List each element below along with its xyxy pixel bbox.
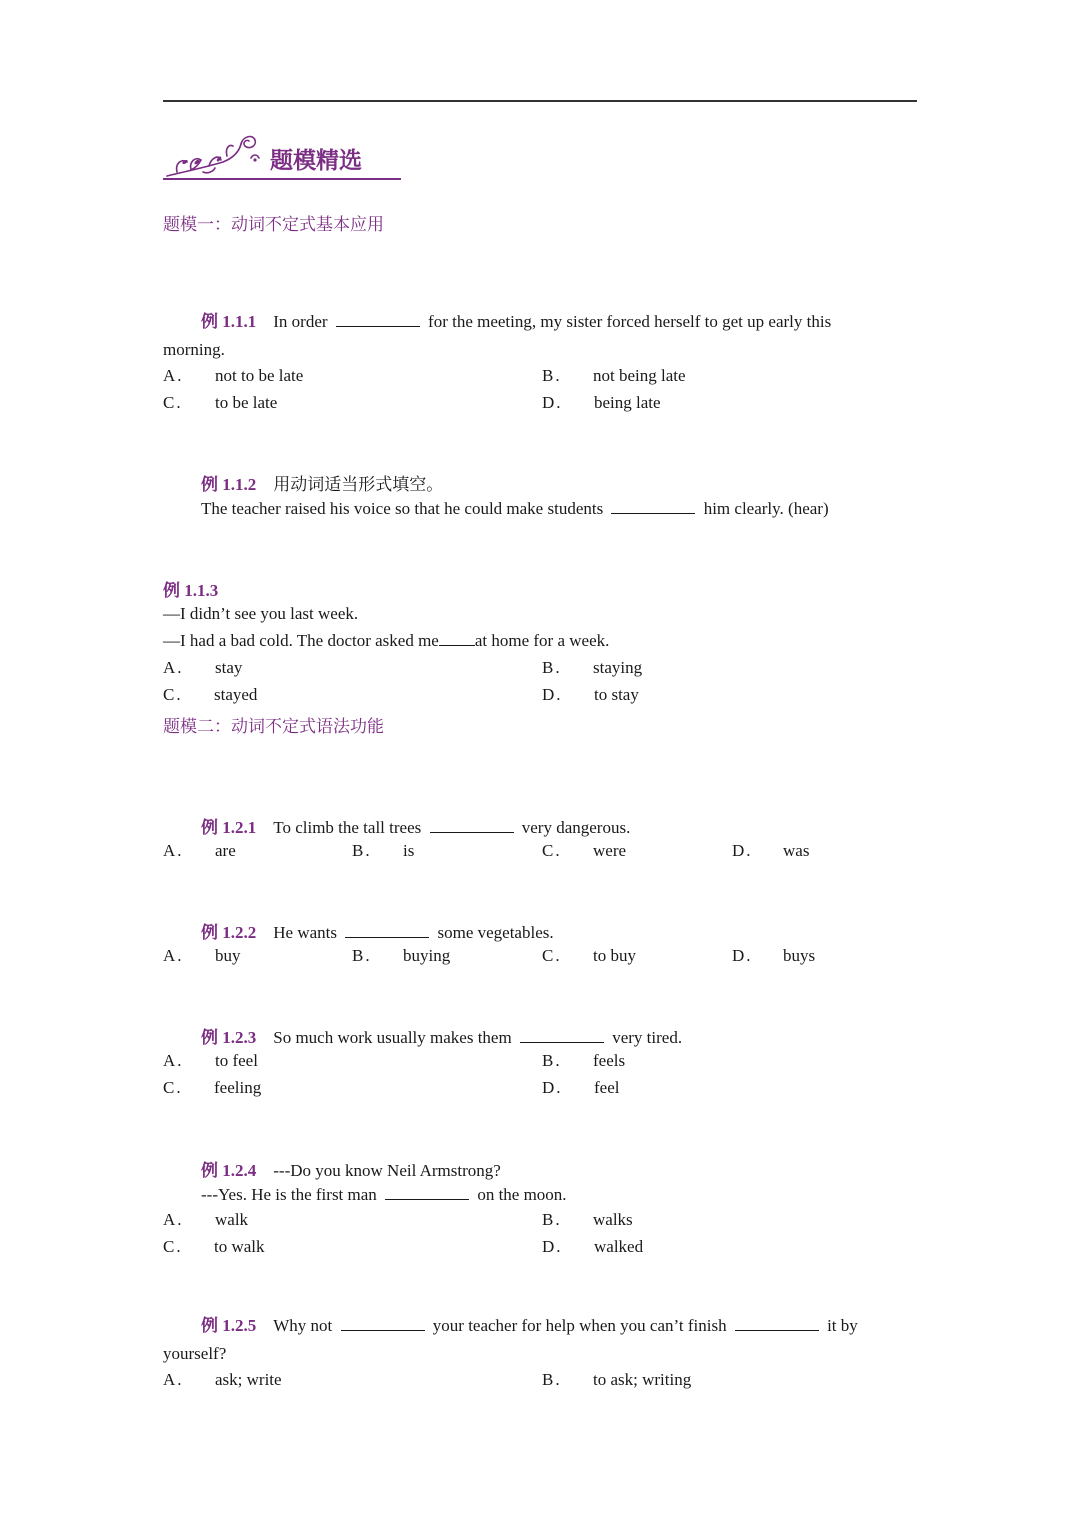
option-text: are	[215, 841, 236, 860]
option-text: walks	[593, 1210, 633, 1229]
option-letter: A.	[163, 1051, 184, 1070]
question-text: —I had a bad cold. The doctor asked me	[163, 631, 439, 650]
option-letter: D.	[542, 1078, 563, 1097]
example-label: 例 1.2.5	[201, 1316, 257, 1335]
option-letter: B.	[542, 1210, 562, 1229]
option-text: buys	[783, 946, 816, 965]
option-letter: A.	[163, 366, 184, 385]
option-letter: A.	[163, 841, 184, 860]
option-text: buying	[403, 946, 451, 965]
instruction-text: 用动词适当形式填空。	[273, 475, 444, 495]
option-text: walk	[215, 1210, 249, 1229]
question-text-cont: yourself?	[163, 1344, 227, 1363]
question-text: some vegetables.	[437, 923, 554, 942]
option-text: to stay	[594, 685, 639, 704]
option-text: walked	[594, 1237, 644, 1256]
option-letter: C.	[163, 393, 183, 412]
question-text: So much work usually makes them	[273, 1028, 512, 1047]
section-title-1: 题模一：动词不定式基本应用	[163, 215, 384, 235]
option-text: is	[403, 841, 415, 860]
question-text: very dangerous.	[521, 818, 631, 837]
example-label: 例 1.2.2	[201, 923, 257, 942]
option-letter: B.	[542, 658, 562, 677]
question-text-cont: morning.	[163, 340, 225, 359]
option-text: not being late	[593, 366, 686, 385]
example-label: 例 1.2.1	[201, 818, 257, 837]
option-letter: D.	[542, 685, 563, 704]
option-letter: D.	[732, 841, 753, 860]
option-letter: D.	[542, 1237, 563, 1256]
example-1-2-3	[201, 1023, 682, 1048]
example-1-2-1	[201, 813, 630, 838]
option-text: stayed	[214, 685, 258, 704]
page-title: 题模精选	[270, 148, 362, 174]
example-label: 例 1.2.4	[201, 1161, 257, 1180]
option-text: feel	[594, 1078, 620, 1097]
answer-blank	[520, 1028, 604, 1043]
answer-blank	[611, 499, 695, 514]
section-banner	[163, 132, 401, 180]
option-letter: D.	[732, 946, 753, 965]
example-1-2-4	[201, 1156, 501, 1181]
question-text: at home for a week.	[474, 631, 610, 650]
answer-blank	[439, 631, 475, 646]
question-text: very tired.	[612, 1028, 683, 1047]
example-1-1-1	[163, 308, 917, 336]
option-letter: B.	[542, 366, 562, 385]
example-label: 例 1.1.1	[201, 312, 257, 331]
option-text: feeling	[214, 1078, 262, 1097]
option-text: to feel	[215, 1051, 258, 1070]
option-letter: C.	[163, 1078, 183, 1097]
option-text: to be late	[215, 393, 278, 412]
example-label: 例 1.1.2	[201, 475, 257, 494]
answer-blank	[735, 1316, 819, 1331]
option-letter: C.	[163, 685, 183, 704]
answer-blank	[341, 1316, 425, 1331]
option-text: stay	[215, 658, 243, 677]
dialogue-line: ---Do you know Neil Armstrong?	[273, 1161, 501, 1180]
option-letter: D.	[542, 393, 563, 412]
option-text: was	[783, 841, 810, 860]
question-text: Why not	[273, 1316, 333, 1335]
option-letter: A.	[163, 1210, 184, 1229]
option-text: being late	[594, 393, 661, 412]
example-1-2-2	[201, 918, 554, 943]
example-1-1-2	[201, 470, 443, 495]
option-text: were	[593, 841, 627, 860]
option-text: to buy	[593, 946, 636, 965]
answer-blank	[385, 1185, 469, 1200]
option-letter: C.	[542, 946, 562, 965]
question-text: him clearly. (hear)	[703, 499, 829, 518]
option-text: not to be late	[215, 366, 304, 385]
dialogue-line-2	[201, 1185, 567, 1205]
option-letter: B.	[542, 1051, 562, 1070]
example-label: 例 1.2.3	[201, 1028, 257, 1047]
question-text: To climb the tall trees	[273, 818, 422, 837]
question-text: your teacher for help when you can’t finish	[432, 1316, 727, 1335]
option-text: to walk	[214, 1237, 265, 1256]
option-text: to ask; writing	[593, 1370, 692, 1389]
example-1-1-2-question	[201, 499, 829, 519]
option-text: ask; write	[215, 1370, 282, 1389]
floral-ornament-icon	[163, 132, 263, 178]
question-text: on the moon.	[477, 1185, 567, 1204]
option-letter: B.	[352, 841, 372, 860]
answer-blank	[430, 818, 514, 833]
section-title-2: 题模二：动词不定式语法功能	[163, 717, 384, 737]
question-text: He wants	[273, 923, 337, 942]
banner-underline	[163, 178, 401, 180]
dialogue-line-2	[163, 631, 609, 651]
option-text: feels	[593, 1051, 626, 1070]
question-text: The teacher raised his voice so that he could make students	[201, 499, 604, 518]
option-text: buy	[215, 946, 241, 965]
option-letter: A.	[163, 1370, 184, 1389]
example-label: 例 1.1.3	[163, 581, 219, 600]
header-rule	[163, 100, 917, 102]
dialogue-line: —I didn’t see you last week.	[163, 604, 359, 623]
question-text: it by	[827, 1316, 858, 1335]
option-letter: B.	[542, 1370, 562, 1389]
answer-blank	[345, 923, 429, 938]
question-text: ---Yes. He is the first man	[201, 1185, 377, 1204]
question-text: for the meeting, my sister forced herself to get up early this	[428, 312, 832, 331]
option-text: staying	[593, 658, 643, 677]
option-letter: C.	[163, 1237, 183, 1256]
example-1-2-5	[163, 1312, 917, 1340]
question-text: In order	[273, 312, 328, 331]
option-letter: A.	[163, 658, 184, 677]
option-letter: B.	[352, 946, 372, 965]
option-letter: C.	[542, 841, 562, 860]
answer-blank	[336, 312, 420, 327]
option-letter: A.	[163, 946, 184, 965]
